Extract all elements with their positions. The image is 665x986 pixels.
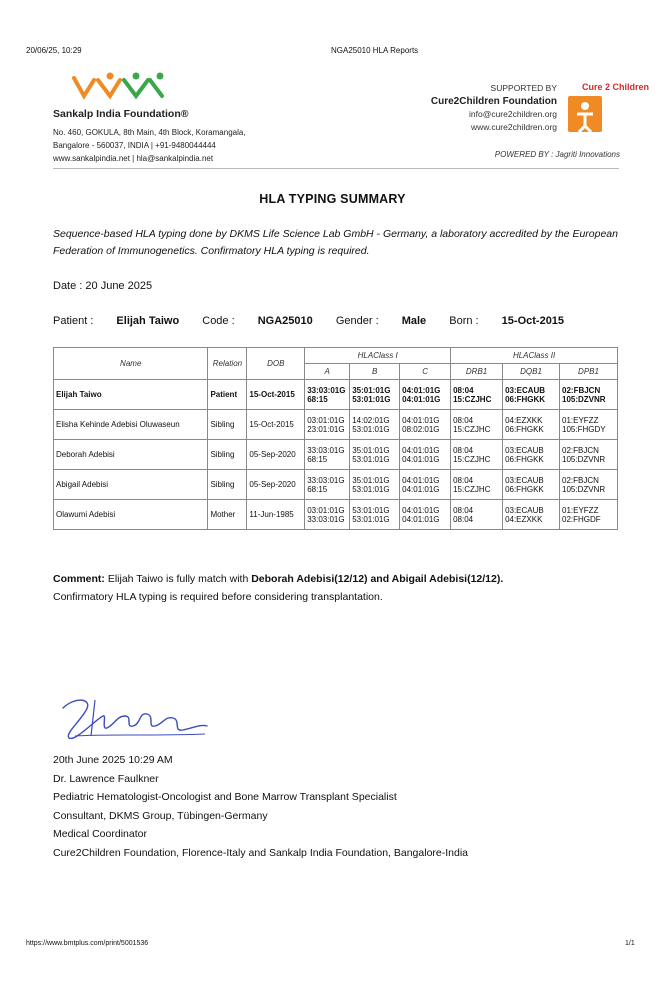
signature-block: [53, 751, 468, 862]
cell-b: [350, 380, 400, 410]
org-address-line: No. 460, GOKULA, 8th Main, 4th Block, Koramangala,: [53, 128, 246, 137]
allele: 02:FHGDF: [562, 514, 601, 524]
allele: 04:EZXKK: [505, 415, 543, 425]
allele: 06:FHGKK: [505, 484, 544, 494]
allele: 15:CZJHC: [453, 424, 491, 434]
col-dpb1: DPB1: [560, 364, 618, 380]
allele: 33:03:01G: [307, 514, 345, 524]
signer-title: Cure2Children Foundation, Florence-Italy and Sankalp India Foundation, Bangalore-India: [53, 846, 469, 859]
footer-url: https://www.bmtplus.com/print/5001536: [26, 940, 149, 947]
allele: 06:FHGKK: [505, 454, 544, 464]
cell-a: [305, 470, 350, 500]
cell-name: Elisha Kehinde Adebisi Oluwaseun: [54, 410, 208, 440]
allele: 33:03:01G: [307, 475, 345, 485]
allele: 53:01:01G: [352, 505, 390, 515]
cell-c: [400, 380, 451, 410]
allele: 01:EYFZZ: [562, 505, 599, 515]
cell-c: [400, 410, 451, 440]
allele: 15:CZJHC: [453, 394, 492, 404]
allele: 02:FBJCN: [562, 475, 599, 485]
report-intro: Sequence-based HLA typing done by DKMS Life Science Lab GmbH - Germany, a laboratory accredited by the European Federation of Immunogenetics. Confirmatory HLA typing is required.: [53, 228, 618, 257]
cell-c: [400, 470, 451, 500]
allele: 03:ECAUB: [505, 475, 544, 485]
col-class2: HLAClass II: [451, 348, 618, 364]
allele: 03:ECAUB: [505, 385, 546, 395]
cell-dqb1: [503, 410, 560, 440]
allele: 08:04: [453, 445, 474, 455]
report-date: Date : 20 June 2025: [53, 280, 153, 292]
allele: 04:EZXKK: [505, 514, 543, 524]
allele: 01:EYFZZ: [562, 415, 599, 425]
col-relation: Relation: [208, 348, 247, 380]
cell-b: [350, 500, 400, 530]
allele: 105:FHGDY: [562, 424, 606, 434]
allele: 08:04: [453, 505, 474, 515]
cell-name: Elijah Taiwo: [54, 380, 208, 410]
cell-c: [400, 440, 451, 470]
allele: 04:01:01G: [402, 484, 440, 494]
allele: 08:04: [453, 514, 474, 524]
cell-name: Deborah Adebisi: [54, 440, 208, 470]
logo-text: Cure 2 Children: [582, 82, 650, 92]
cell-relation: Sibling: [208, 470, 247, 500]
col-a: A: [305, 364, 350, 380]
report-title: HLA TYPING SUMMARY: [259, 192, 406, 206]
patient-born: 15-Oct-2015: [501, 315, 565, 327]
allele: 105:DZVNR: [562, 484, 606, 494]
allele: 08:04: [453, 475, 474, 485]
cell-name: Olawumi Adebisi: [54, 500, 208, 530]
table-row: [54, 500, 618, 530]
allele: 04:01:01G: [402, 415, 440, 425]
allele: 03:01:01G: [307, 415, 345, 425]
allele: 02:FBJCN: [562, 445, 599, 455]
signer-title: Consultant, DKMS Group, Tübingen-Germany: [53, 809, 268, 822]
allele: 14:02:01G: [352, 415, 390, 425]
cell-dpb1: [560, 380, 618, 410]
allele: 03:ECAUB: [505, 445, 544, 455]
support-email: info@cure2children.org: [468, 109, 557, 119]
sankalp-logo-icon: [70, 70, 170, 104]
allele: 08:02:01G: [402, 424, 440, 434]
allele: 68:15: [307, 394, 328, 404]
cell-a: [305, 410, 350, 440]
cell-drb1: [451, 500, 503, 530]
print-timestamp: 20/06/25, 10:29: [26, 46, 82, 55]
allele: 53:01:01G: [352, 424, 390, 434]
cell-dqb1: [503, 440, 560, 470]
allele: 04:01:01G: [402, 454, 440, 464]
allele: 53:01:01G: [352, 394, 391, 404]
cell-b: [350, 470, 400, 500]
allele: 15:CZJHC: [453, 484, 491, 494]
col-b: B: [350, 364, 400, 380]
comment-note: Confirmatory HLA typing is required before considering transplantation.: [53, 591, 383, 603]
patient-gender: Male: [401, 315, 427, 327]
allele: 35:01:01G: [352, 475, 390, 485]
footer-page: 1/1: [625, 940, 635, 947]
allele: 105:DZVNR: [562, 454, 606, 464]
signature-timestamp: 20th June 2025 10:29 AM: [53, 754, 173, 766]
comment-block: [53, 570, 643, 606]
cell-dob: 15-Oct-2015: [247, 410, 305, 440]
col-dob: DOB: [247, 348, 305, 380]
cell-relation: Sibling: [208, 440, 247, 470]
support-block: [400, 82, 557, 134]
signer-title: Medical Coordinator: [53, 828, 147, 840]
cell-dob: 15-Oct-2015: [247, 380, 305, 410]
allele: 08:04: [453, 385, 474, 395]
support-web: www.cure2children.org: [471, 122, 557, 132]
allele: 04:01:01G: [402, 505, 440, 515]
col-c: C: [400, 364, 451, 380]
cell-a: [305, 440, 350, 470]
support-label: SUPPORTED BY: [490, 83, 557, 93]
allele: 04:01:01G: [402, 385, 441, 395]
table-row: [54, 470, 618, 500]
cell-dob: 05-Sep-2020: [247, 470, 305, 500]
cell-dob: 11-Jun-1985: [247, 500, 305, 530]
print-doc-title: NGA25010 HLA Reports: [331, 46, 419, 55]
cell-dqb1: [503, 470, 560, 500]
allele: 23:01:01G: [307, 424, 345, 434]
allele: 53:01:01G: [352, 484, 390, 494]
cell-drb1: [451, 410, 503, 440]
cell-b: [350, 410, 400, 440]
allele: 03:ECAUB: [505, 505, 544, 515]
allele: 02:FBJCN: [562, 385, 601, 395]
cell-b: [350, 440, 400, 470]
allele: 08:04: [453, 415, 474, 425]
table-row: [54, 410, 618, 440]
cell-dpb1: [560, 500, 618, 530]
comment-label: Comment:: [53, 573, 105, 585]
cure2children-logo-icon: [564, 78, 650, 140]
cell-a: [305, 380, 350, 410]
allele: 68:15: [307, 454, 328, 464]
allele: 15:CZJHC: [453, 454, 491, 464]
col-name: Name: [54, 348, 208, 380]
allele: 33:03:01G: [307, 385, 346, 395]
allele: 04:01:01G: [402, 394, 441, 404]
allele: 04:01:01G: [402, 445, 440, 455]
cell-dqb1: [503, 380, 560, 410]
patient-code: NGA25010: [257, 315, 313, 327]
table-row: [54, 380, 618, 410]
cell-dpb1: [560, 440, 618, 470]
header-divider: [53, 168, 619, 169]
patient-name: Elijah Taiwo: [116, 315, 180, 327]
signer-title: Pediatric Hematologist-Oncologist and Bone Marrow Transplant Specialist: [53, 791, 397, 803]
allele: 06:FHGKK: [505, 424, 544, 434]
allele: 68:15: [307, 484, 328, 494]
allele: 105:DZVNR: [562, 394, 606, 404]
signer-name: Dr. Lawrence Faulkner: [53, 772, 159, 785]
col-dqb1: DQB1: [503, 364, 560, 380]
cell-relation: Mother: [208, 500, 247, 530]
allele: 06:FHGKK: [505, 394, 546, 404]
cell-relation: Sibling: [208, 410, 247, 440]
patient-summary: Patient : Elijah Taiwo Code : NGA25010 Gender : Male Born : 15-Oct-2015: [53, 315, 565, 327]
org-contact: www.sankalpindia.net | hla@sankalpindia.net: [53, 154, 214, 163]
powered-by: POWERED BY : Jagriti Innovations: [494, 150, 620, 159]
signature-icon: [55, 690, 215, 750]
allele: 03:01:01G: [307, 505, 345, 515]
hla-table: [53, 347, 618, 530]
comment-text: Elijah Taiwo is fully match with: [107, 573, 249, 585]
cell-drb1: [451, 380, 503, 410]
org-address-line: Bangalore - 560037, INDIA | +91-9480044444: [53, 141, 216, 150]
col-drb1: DRB1: [451, 364, 503, 380]
allele: 04:01:01G: [402, 475, 440, 485]
allele: 53:01:01G: [352, 514, 390, 524]
allele: 53:01:01G: [352, 454, 390, 464]
cell-dob: 05-Sep-2020: [247, 440, 305, 470]
cell-relation: Patient: [208, 380, 247, 410]
comment-match: Deborah Adebisi(12/12) and Abigail Adebisi(12/12).: [251, 573, 504, 585]
cell-drb1: [451, 470, 503, 500]
cell-c: [400, 500, 451, 530]
cell-a: [305, 500, 350, 530]
allele: 33:03:01G: [307, 445, 345, 455]
org-address: [53, 126, 246, 165]
cell-dpb1: [560, 470, 618, 500]
support-name: Cure2Children Foundation: [430, 96, 557, 107]
allele: 35:01:01G: [352, 385, 391, 395]
allele: 04:01:01G: [402, 514, 440, 524]
org-name: Sankalp India Foundation®: [53, 108, 189, 120]
cell-drb1: [451, 440, 503, 470]
table-row: [54, 440, 618, 470]
cell-name: Abigail Adebisi: [54, 470, 208, 500]
allele: 35:01:01G: [352, 445, 390, 455]
col-class1: HLAClass I: [305, 348, 451, 364]
cell-dpb1: [560, 410, 618, 440]
cell-dqb1: [503, 500, 560, 530]
